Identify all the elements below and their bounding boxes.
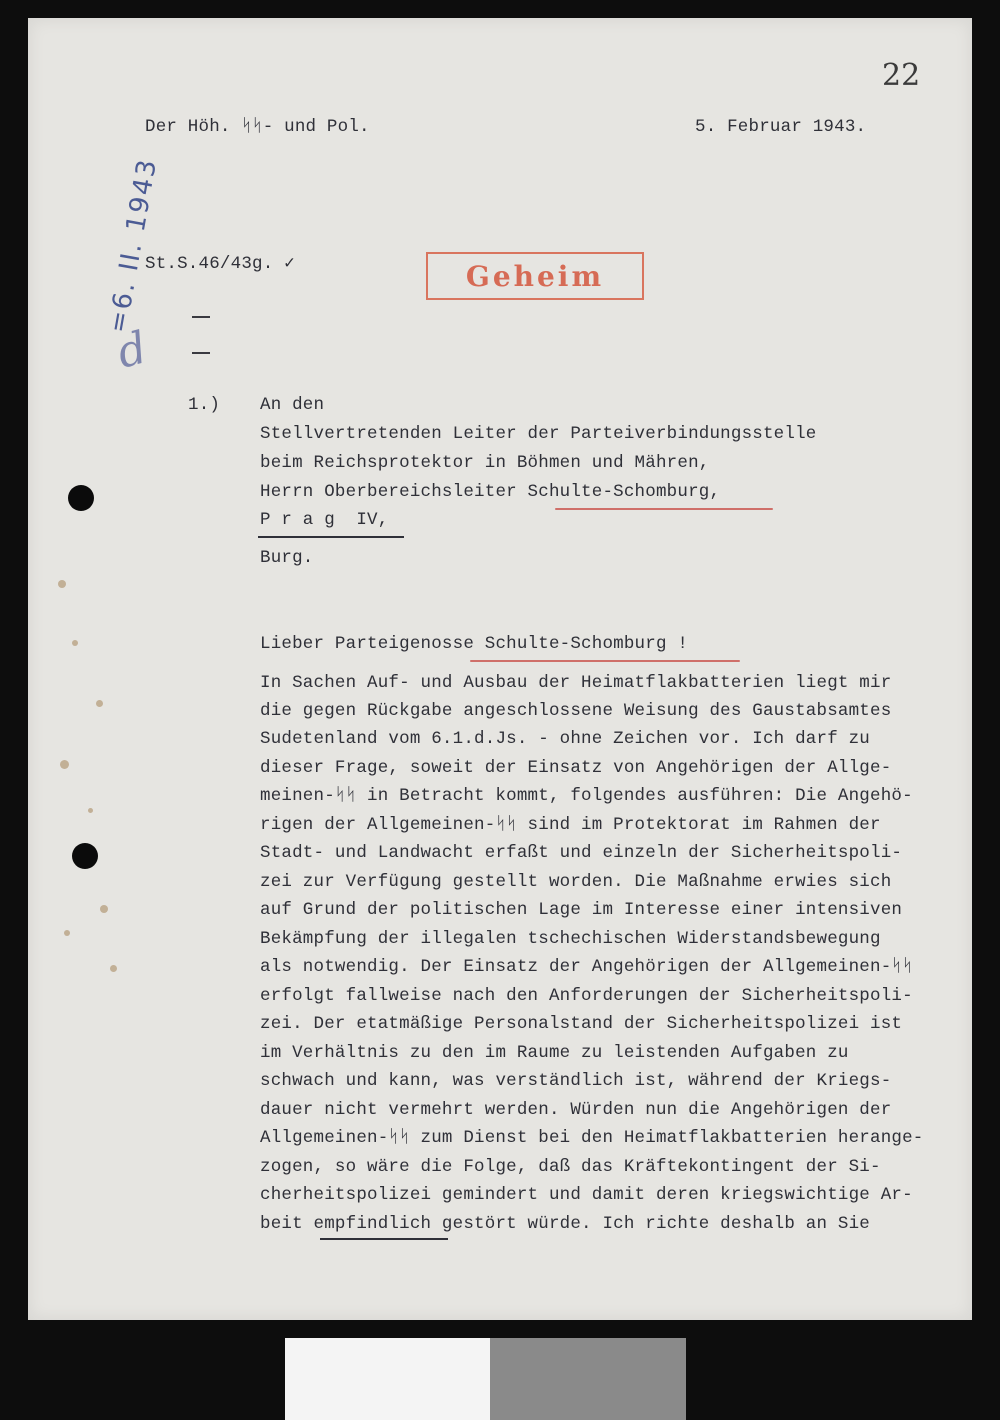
geheim-stamp-text: Geheim [465,259,605,293]
city-underline [258,536,404,538]
body-line: dauer nicht vermehrt werden. Würden nun die Angehörigen der [260,1100,892,1120]
calibration-strip-gray [490,1338,686,1420]
address-line: Herrn Oberbereichsleiter Schulte-Schomburg, [260,482,721,502]
punch-hole [68,485,94,511]
body-line: auf Grund der politischen Lage im Interesse einer intensiven [260,900,903,920]
rust-stain [64,930,70,936]
body-line: Bekämpfung der illegalen tschechischen Widerstandsbewegung [260,929,881,949]
body-line: meinen-ᛋᛋ in Betracht kommt, folgendes ausführen: Die Angehö- [260,786,913,806]
body-line: im Verhältnis zu den im Raume zu leistenden Aufgaben zu [260,1043,849,1063]
body-line: Allgemeinen-ᛋᛋ zum Dienst bei den Heimatflakbatterien herange- [260,1128,924,1148]
body-line: rigen der Allgemeinen-ᛋᛋ sind im Protektorat im Rahmen der [260,815,881,835]
body-line: schwach und kann, was verständlich ist, während der Kriegs- [260,1071,892,1091]
address-line: beim Reichsprotektor in Böhmen und Mähren, [260,453,710,473]
rust-stain [110,965,117,972]
address-city: P r a g IV, [260,510,389,530]
geheim-stamp [426,252,644,300]
address-line: An den [260,395,325,415]
body-line: beit empfindlich gestört würde. Ich richte deshalb an Sie [260,1214,870,1234]
received-date-stamp: =6. II. 1943 [103,155,164,336]
reference-number: St.S.46/43g. ✓ [145,254,295,274]
margin-dash [192,352,210,354]
rust-stain [100,905,108,913]
rust-stain [60,760,69,769]
body-line: zei zur Verfügung gestellt worden. Die Maßnahme erwies sich [260,872,892,892]
sender-line: Der Höh. ᛋᛋ- und Pol. [145,117,370,137]
rust-stain [96,700,103,707]
body-line: zei. Der etatmäßige Personalstand der Sicherheitspolizei ist [260,1014,903,1034]
body-line: zogen, so wäre die Folge, daß das Kräftekontingent der Si- [260,1157,881,1177]
rust-stain [72,640,78,646]
body-line: In Sachen Auf- und Ausbau der Heimatflakbatterien liegt mir [260,673,892,693]
page-number: 22 [882,58,921,93]
punch-hole [72,843,98,869]
body-line: dieser Frage, soweit der Einsatz von Angehörigen der Allge- [260,758,892,778]
letter-date: 5. Februar 1943. [695,117,867,137]
body-line: Sudetenland vom 6.1.d.Js. - ohne Zeichen vor. Ich darf zu [260,729,870,749]
address-line: Burg. [260,548,314,568]
body-line: erfolgt fallweise nach den Anforderungen der Sicherheitspoli- [260,986,913,1006]
emphasis-underline [320,1238,448,1240]
body-line: cherheitspolizei gemindert und damit deren kriegswichtige Ar- [260,1185,913,1205]
item-number: 1.) [188,395,221,415]
body-line: Stadt- und Landwacht erfaßt und einzeln der Sicherheitspoli- [260,843,903,863]
body-line: die gegen Rückgabe angeschlossene Weisung des Gaustabsamtes [260,701,892,721]
rust-stain [88,808,93,813]
calibration-strip-white [285,1338,490,1420]
salutation: Lieber Parteigenosse Schulte-Schomburg ! [260,634,689,654]
rust-stain [58,580,66,588]
red-pencil-underline [555,508,773,510]
red-pencil-underline [470,660,740,662]
document-page [28,18,972,1320]
address-line: Stellvertretenden Leiter der Parteiverbindungsstelle [260,424,817,444]
body-line: als notwendig. Der Einsatz der Angehörigen der Allgemeinen-ᛋᛋ [260,957,913,977]
handwritten-initial: d [111,322,153,379]
margin-dash [192,316,210,318]
